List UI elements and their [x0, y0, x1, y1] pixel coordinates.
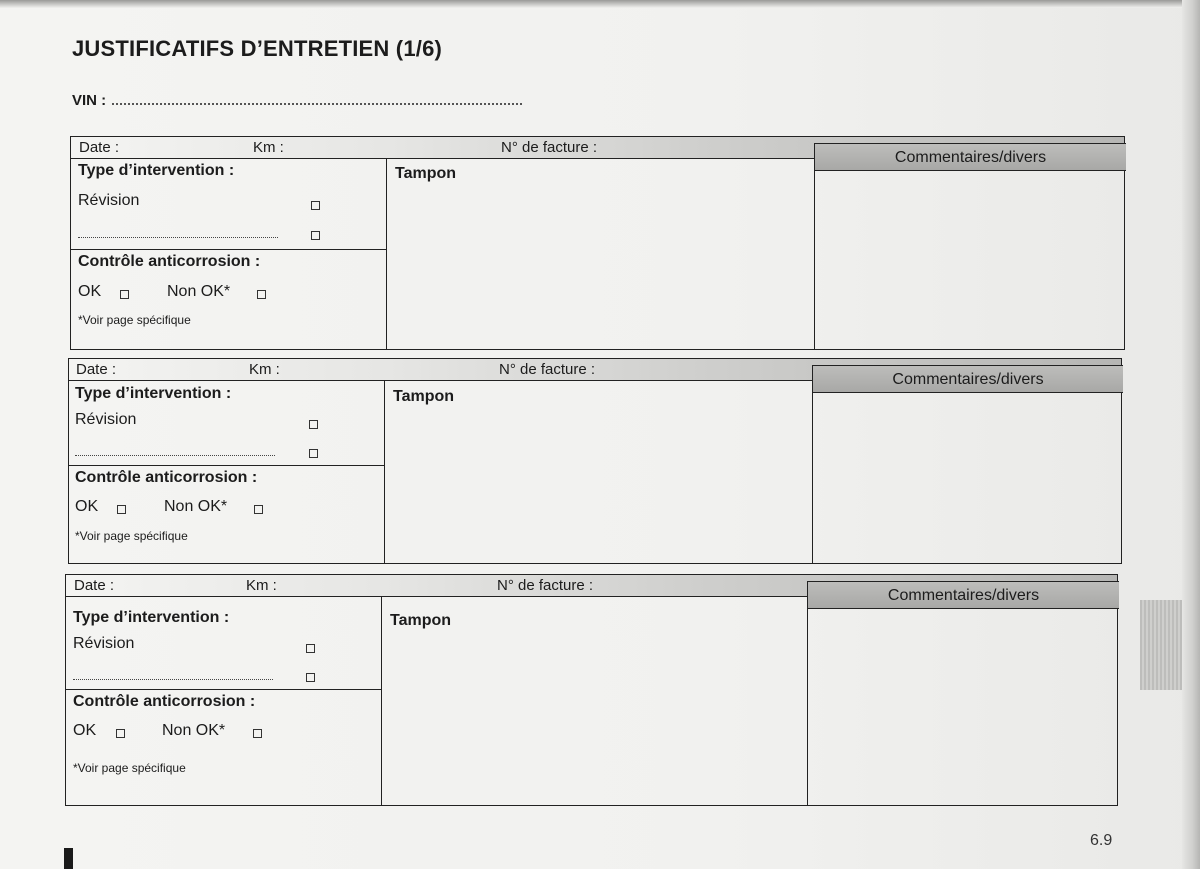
- type-intervention-label: Type d’intervention :: [73, 609, 230, 626]
- non-ok-checkbox[interactable]: [257, 290, 266, 299]
- other-intervention-line[interactable]: [73, 679, 273, 680]
- controle-anticorrosion-label: Contrôle anticorrosion :: [75, 469, 258, 486]
- margin-marker: [64, 848, 73, 869]
- specific-page-note: *Voir page spécifique: [75, 529, 188, 543]
- page-edge: [1182, 0, 1200, 869]
- facture-label: N° de facture :: [501, 139, 598, 156]
- other-intervention-line[interactable]: [78, 237, 278, 238]
- specific-page-note: *Voir page spécifique: [73, 761, 186, 775]
- maintenance-record-1: [70, 136, 1125, 350]
- other-intervention-checkbox[interactable]: [309, 449, 318, 458]
- km-label: Km :: [246, 577, 277, 594]
- vin-fill-line[interactable]: [112, 93, 522, 105]
- page-number: 6.9: [1090, 832, 1113, 849]
- type-intervention-label: Type d’intervention :: [75, 385, 232, 402]
- revision-label: Révision: [75, 411, 137, 428]
- other-intervention-checkbox[interactable]: [306, 673, 315, 682]
- page-title: JUSTIFICATIFS D’ENTRETIEN (1/6): [72, 36, 443, 61]
- revision-checkbox[interactable]: [311, 201, 320, 210]
- ok-label: OK: [75, 498, 99, 515]
- top-shadow: [0, 0, 1200, 8]
- non-ok-checkbox[interactable]: [254, 505, 263, 514]
- other-intervention-checkbox[interactable]: [311, 231, 320, 240]
- ok-checkbox[interactable]: [116, 729, 125, 738]
- facture-label: N° de facture :: [499, 361, 596, 378]
- non-ok-label: Non OK*: [164, 498, 228, 515]
- revision-checkbox[interactable]: [306, 644, 315, 653]
- non-ok-label: Non OK*: [162, 722, 226, 739]
- km-label: Km :: [249, 361, 280, 378]
- type-intervention-label: Type d’intervention :: [78, 162, 235, 179]
- ok-checkbox[interactable]: [117, 505, 126, 514]
- maintenance-record-2: [68, 358, 1122, 564]
- specific-page-note: *Voir page spécifique: [78, 313, 191, 327]
- date-label: Date :: [79, 139, 120, 156]
- revision-checkbox[interactable]: [309, 420, 318, 429]
- date-label: Date :: [76, 361, 117, 378]
- commentaires-header: Commentaires/divers: [807, 581, 1119, 609]
- tampon-label: Tampon: [393, 388, 455, 405]
- revision-label: Révision: [78, 192, 140, 209]
- facture-label: N° de facture :: [497, 577, 594, 594]
- tampon-label: Tampon: [395, 165, 457, 182]
- other-intervention-line[interactable]: [75, 455, 275, 456]
- maintenance-record-3: [65, 574, 1118, 806]
- tampon-label: Tampon: [390, 612, 452, 629]
- non-ok-checkbox[interactable]: [253, 729, 262, 738]
- km-label: Km :: [253, 139, 284, 156]
- ok-checkbox[interactable]: [120, 290, 129, 299]
- vin-line: [72, 92, 522, 109]
- date-label: Date :: [74, 577, 115, 594]
- vin-label: VIN :: [72, 92, 107, 109]
- ok-label: OK: [78, 283, 102, 300]
- ok-label: OK: [73, 722, 97, 739]
- revision-label: Révision: [73, 635, 135, 652]
- commentaires-header: Commentaires/divers: [814, 143, 1126, 171]
- commentaires-header: Commentaires/divers: [812, 365, 1123, 393]
- controle-anticorrosion-label: Contrôle anticorrosion :: [78, 253, 261, 270]
- controle-anticorrosion-label: Contrôle anticorrosion :: [73, 693, 256, 710]
- non-ok-label: Non OK*: [167, 283, 231, 300]
